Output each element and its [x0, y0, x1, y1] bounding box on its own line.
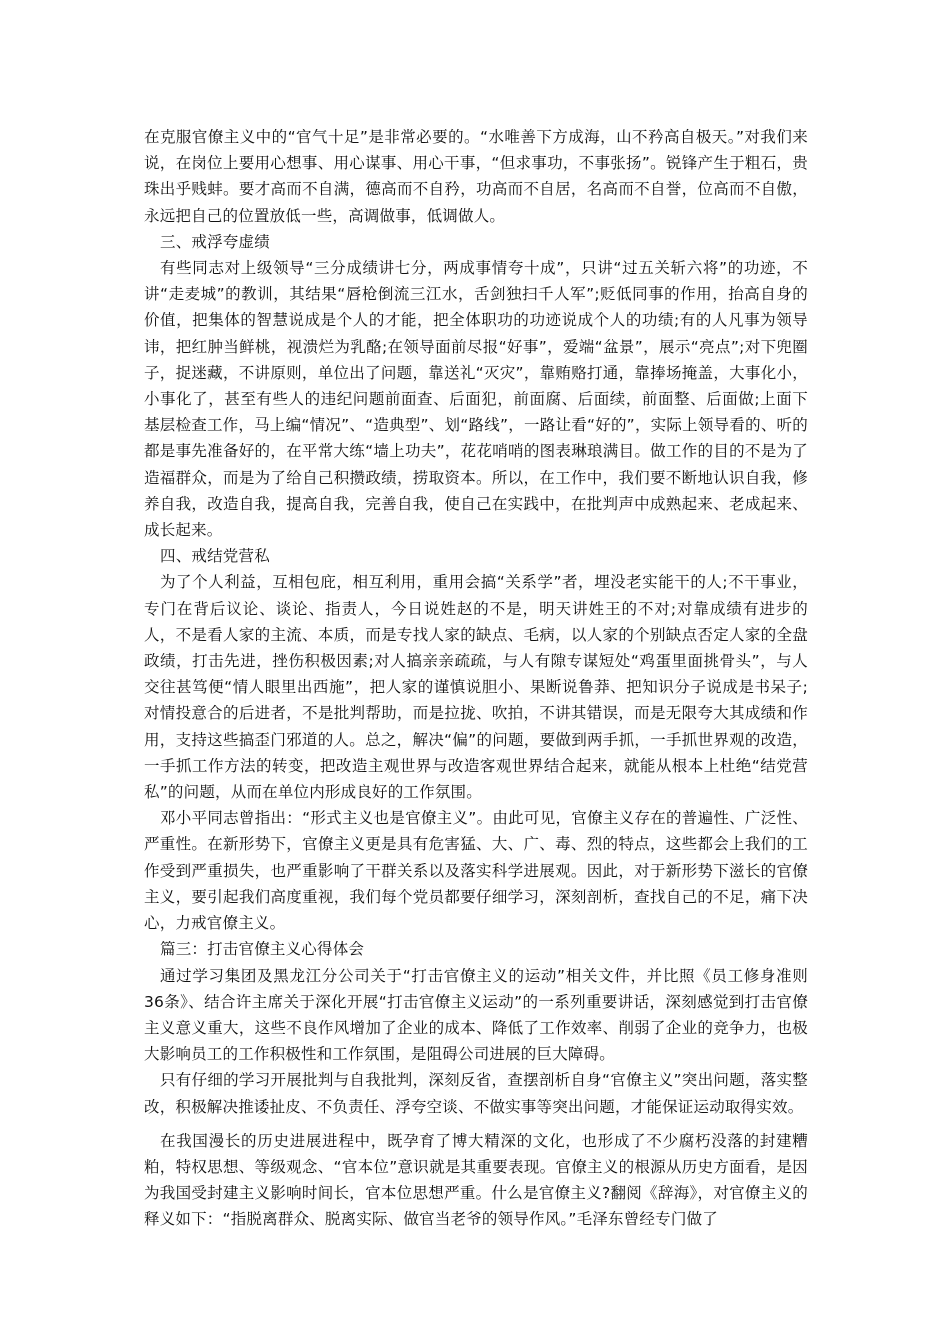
paragraph-jiedang: 为了个人利益，互相包庇，相互利用，重用会搞“关系学”者，埋没老实能干的人;不干事业，专门在背后议论、谈论、指责人，今日说姓赵的不是，明天讲姓王的不对;对靠成绩有进步的人，不是看人家的主流、本质，而是专找人家的缺点、毛病，以人家的个别缺点否定人家的全盘政绩，打击先进，挫伤积极因素;对人搞亲亲疏疏，与人有隙专谋短处“鸡蛋里面挑骨头”，与人交往甚笃便“情人眼里出西施”，把人家的谨慎说胆小、果断说鲁莽、把知识分子说成是书呆子;对情投意合的后进者，不是批判帮助，而是拉拢、吹拍，不讲其错误，而是无限夸大其成绩和作用，支持这些搞歪门邪道的人。总之，解决“偏”的问题，要做到两手抓，一手抓世界观的改造，一手抓工作方法的转变，把改造主观世界与改造客观世界结合起来，就能从根本上杜绝“结党营私”的问题，从而在单位内形成良好的工作氛围。 — [144, 573, 808, 802]
paragraph-guanqi: 在克服官僚主义中的“官气十足”是非常必要的。“水唯善下方成海，山不矜高自极天。”对我们来说，在岗位上要用心想事、用心谋事、用心干事，“但求事功，不事张扬”。锐锋产生于粗石，贵珠出乎贱蚌。要才高而不自满，德高而不自矜，功高而不自居，名高而不自誉，位高而不自傲，永远把自己的位置放低一些，高调做事，低调做人。 — [144, 128, 808, 225]
paragraph-selfcriticism: 只有仔细的学习开展批判与自我批判，深刻反省，查摆剖析自身“官僚主义”突出问题，落实整改，积极解决推诿扯皮、不负责任、浮夸空谈、不做实事等突出问题，才能保证运动取得实效。 — [144, 1071, 808, 1116]
document-body — [144, 124, 808, 1233]
paragraph-history: 在我国漫长的历史进展进程中，既孕育了博大精深的文化，也形成了不少腐朽没落的封建糟粕，特权思想、等级观念、“官本位”意识就是其重要表现。官僚主义的根源从历史方面看，是因为我国受封建主义影响时间长，官本位思想严重。什么是官僚主义?翻阅《辞海》，对官僚主义的释义如下：“指脱离群众、脱离实际、做官当老爷的领导作风。”毛泽东曾经专门做了 — [144, 1131, 808, 1229]
paragraph-dengxiaoping: 邓小平同志曾指出：“形式主义也是官僚主义”。由此可见，官僚主义存在的普遍性、广泛性、严重性。在新形势下，官僚主义更是具有危害猛、大、广、毒、烈的特点，这些都会上我们的工作受到严重损失，也严重影响了干群关系以及落实科学进展观。因此，对于新形势下滋长的官僚主义，要引起我们高度重视，我们每个党员都要仔细学习，深刻剖析，查找自己的不足，痛下决心，力戒官僚主义。 — [144, 809, 808, 933]
paragraph-fukua: 有些同志对上级领导“三分成绩讲七分，两成事情夸十成”，只讲“过五关斩六将”的功迹，不讲“走麦城”的教训，其结果“唇枪倒流三江水，舌剑独扫千人军”;贬低同事的作用，抬高自身的价值，把集体的智慧说成是个人的才能，把全体职功的功迹说成个人的功绩;有的人凡事为领导讳，把红肿当鲜桃，视溃烂为乳酪;在领导面前尽报“好事”，爱端“盆景”，展示“亮点”;对下兜圈子，捉迷藏，不讲原则，单位出了问题，靠送礼“灭灾”，靠贿赂打通，靠捧场掩盖，大事化小，小事化了，甚至有些人的违纪问题前面查、后面犯，前面腐、后面续，前面整、后面做;上面下基层检查工作，马上编“情况”、“造典型”、划“路线”，一路让看“好的”，实际上领导看的、听的都是事先准备好的，在平常大练“墙上功夫”，花花哨哨的图表琳琅满目。做工作的目的不是为了造福群众，而是为了给自己积攒政绩，捞取资本。所以，在工作中，我们要不断地认识自我，修养自我，改造自我，提高自我，完善自我，使自己在实践中，在批判声中成熟起来、老成起来、成长起来。 — [144, 259, 808, 540]
article-heading-3: 篇三：打击官僚主义心得体会 — [160, 940, 365, 959]
paragraph-study: 通过学习集团及黑龙江分公司关于“打击官僚主义的运动”相关文件，并比照《员工修身准则36条》、结合许主席关于深化开展“打击官僚主义运动”的一系列重要讲话，深刻感觉到打击官僚主义意义重大，这些不良作风增加了企业的成本、降低了工作效率、削弱了企业的竞争力，也极大影响员工的工作积极性和工作氛围，是阻碍公司进展的巨大障碍。 — [144, 966, 808, 1064]
section-heading-3: 三、戒浮夸虚绩 — [160, 232, 270, 251]
section-heading-4: 四、戒结党营私 — [160, 547, 270, 566]
